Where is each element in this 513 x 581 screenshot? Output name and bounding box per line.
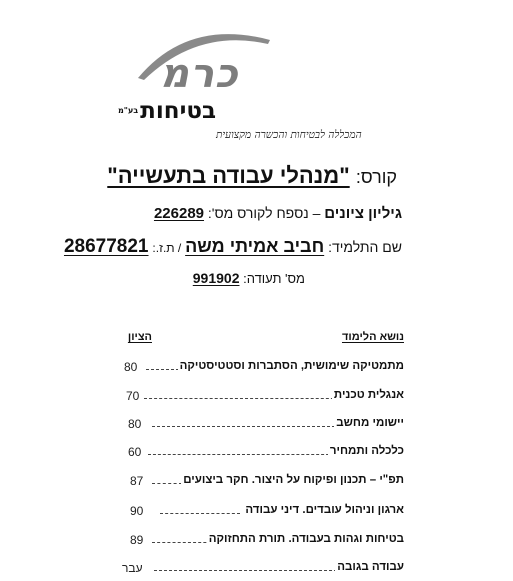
- sheet-line: [0, 205, 402, 222]
- row-subject: יישומי מחשב: [336, 417, 404, 429]
- row-dash-leader: [148, 454, 334, 455]
- row-dash-leader: [144, 398, 344, 399]
- student-id-label: / ת.ז.:: [152, 241, 182, 255]
- row-subject: אנגלית טכנית: [333, 389, 404, 401]
- row-subject: מתמטיקה שימושית, הסתברות וסטטיסטיקה: [179, 360, 404, 372]
- grade-row: [110, 360, 404, 376]
- course-label: קורס:: [355, 167, 397, 187]
- logo-safety-word: בטיחות: [140, 98, 216, 124]
- grade-row: [110, 417, 404, 433]
- student-line: [0, 236, 402, 258]
- logo-safety-text: [118, 99, 238, 123]
- course-line: [0, 163, 397, 189]
- row-dash-leader: [152, 426, 340, 427]
- row-dash-leader: [152, 483, 182, 484]
- row-dash-leader: [154, 570, 342, 571]
- row-subject: ארגון וניהול עובדים. דיני עבודה: [245, 504, 404, 516]
- row-subject: תפ"י – תכנון ופיקוח על היצור. חקר ביצועים: [183, 474, 404, 486]
- sheet-title: גיליון ציונים: [324, 205, 402, 222]
- row-grade: 80: [128, 417, 142, 431]
- grade-row: [110, 445, 404, 461]
- logo-tagline: המכללה לבטיחות והכשרה מקצועית: [216, 129, 362, 141]
- row-subject: בטיחות וגהות בעבודה. תורת התחזוקה: [208, 533, 404, 545]
- row-grade: עבר: [122, 561, 143, 575]
- row-grade: 60: [128, 445, 142, 459]
- row-grade: 80: [124, 360, 138, 374]
- row-dash-leader: [160, 513, 240, 514]
- subject-column-header: נושא הלימוד: [341, 331, 404, 343]
- row-grade: 87: [130, 474, 144, 488]
- row-subject: עבודה בגובה: [337, 561, 404, 573]
- grade-column-header: הציון: [127, 331, 152, 343]
- college-logo: [118, 20, 362, 141]
- student-name: חביב אמיתי משה: [185, 236, 325, 256]
- certificate-label: מס' תעודה:: [243, 271, 305, 286]
- grade-row: [110, 504, 404, 520]
- row-grade: 89: [130, 533, 144, 547]
- logo-brand-text: כרמ: [160, 51, 239, 97]
- grade-row: [110, 389, 404, 405]
- certificate-line: [0, 270, 305, 286]
- grade-row: [110, 533, 404, 549]
- grade-row: [110, 561, 404, 577]
- student-name-label: שם התלמיד:: [328, 239, 402, 255]
- row-subject: כלכלה ותמחיר: [329, 445, 404, 457]
- certificate-number: 991902: [192, 270, 240, 286]
- sheet-appendix-text: – נספח לקורס מס':: [207, 205, 321, 221]
- row-grade: 70: [126, 389, 140, 403]
- course-name: "מנהלי עבודה בתעשייה": [107, 163, 350, 188]
- grade-row: [110, 474, 404, 490]
- student-id-number: 28677821: [63, 236, 149, 257]
- row-grade: 90: [130, 504, 144, 518]
- sheet-course-number: 226289: [153, 205, 205, 222]
- logo-safety-suffix: בע"מ: [118, 106, 139, 115]
